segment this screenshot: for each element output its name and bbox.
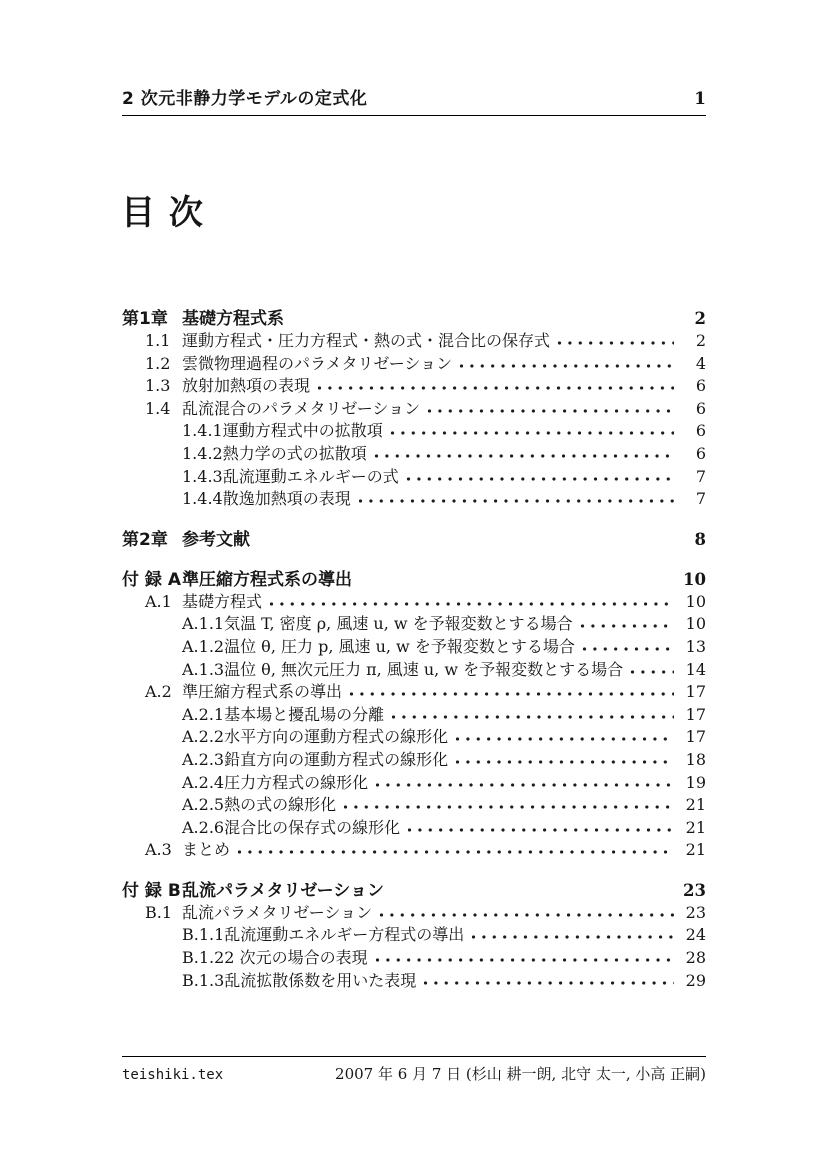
toc-entry-number: 1.4.1	[182, 421, 223, 441]
toc-entry-number: A.2.1	[182, 704, 225, 724]
toc-entry-title: 乱流運動エネルギー方程式の導出	[224, 925, 465, 945]
toc-entry-number: A.1.2	[182, 636, 225, 656]
toc-entry-number: 1.4	[145, 398, 171, 418]
toc-leader-dots	[423, 980, 674, 986]
toc-leader-dots	[391, 890, 674, 896]
toc-entry-number: A.2.4	[182, 772, 225, 792]
toc-entry-number: 1.4.4	[182, 489, 223, 509]
toc-entry-title: 運動方程式中の拡散項	[222, 421, 383, 441]
toc-entry	[122, 636, 706, 659]
toc-entry-number: 付 録 B	[122, 880, 181, 901]
toc-entry	[122, 794, 706, 817]
toc-entry-number: A.2.3	[182, 749, 225, 769]
toc-entry-number: 1.4.2	[182, 443, 223, 463]
toc-entry-number: 付 録 A	[122, 569, 181, 590]
toc-leader-dots	[359, 579, 674, 585]
toc-entry-number: B.1.2	[182, 948, 225, 968]
toc-entry	[122, 443, 706, 466]
toc-entry-title: 雲微物理過程のパラメタリゼーション	[182, 353, 453, 373]
toc-entry-page: 10	[685, 614, 706, 634]
toc-entry-title: まとめ	[182, 840, 231, 860]
toc-entry-title: 熱力学の式の拡散項	[222, 443, 367, 463]
toc-entry-page: 19	[685, 772, 706, 792]
running-header-page-number: 1	[694, 89, 706, 109]
toc-list	[122, 307, 706, 992]
toc-leader-dots	[630, 669, 674, 675]
toc-entry-title: 混合比の保存式の線形化	[224, 817, 401, 837]
toc-entry-title: 基礎方程式	[182, 591, 263, 611]
toc-entry-page: 6	[695, 398, 706, 418]
toc-entry-title: 乱流混合のパラメタリゼーション	[182, 398, 421, 418]
toc-entry-page: 17	[685, 682, 706, 702]
toc-leader-dots	[375, 957, 674, 963]
toc-entry-page: 7	[695, 489, 706, 509]
toc-entry-number: A.1	[145, 591, 172, 611]
toc-entry-title: 温位 θ, 無次元圧力 π, 風速 u, w を予報変数とする場合	[224, 659, 624, 679]
toc-entry-page: 2	[694, 309, 706, 328]
toc-entry-number: 第2章	[122, 529, 168, 550]
toc-entry-title: 参考文献	[182, 529, 250, 550]
toc-entry	[122, 772, 706, 795]
toc-entry-title: 準圧縮方程式系の導出	[182, 569, 352, 590]
toc-entry-page: 14	[685, 659, 706, 679]
toc-leader-dots	[557, 340, 674, 346]
toc-entry-page: 10	[685, 591, 706, 611]
toc-entry-page: 6	[695, 443, 706, 463]
toc-leader-dots	[269, 601, 674, 607]
toc-entry	[122, 659, 706, 682]
toc-entry-number: A.3	[145, 840, 172, 860]
toc-entry	[122, 817, 706, 840]
toc-entry-page: 10	[683, 569, 706, 589]
toc-entry-number: B.1.3	[182, 970, 225, 990]
toc-entry-page: 24	[685, 925, 706, 945]
toc-entry-page: 28	[685, 948, 706, 968]
toc-title: 目 次	[121, 193, 204, 233]
running-header	[122, 84, 706, 116]
toc-entry-page: 21	[685, 817, 706, 837]
toc-entry-number: 1.3	[145, 376, 171, 396]
toc-entry-page: 6	[695, 421, 706, 441]
toc-leader-dots	[291, 318, 674, 324]
toc-entry	[122, 353, 706, 376]
toc-entry	[122, 528, 706, 551]
toc-leader-dots	[317, 385, 674, 391]
toc-entry-page: 17	[685, 704, 706, 724]
footer-filename: teishiki.tex	[122, 1067, 224, 1083]
toc-entry-title: 運動方程式・圧力方程式・熱の式・混合比の保存式	[182, 331, 551, 350]
toc-entry-title: 2 次元の場合の表現	[224, 948, 368, 968]
toc-entry	[122, 488, 706, 511]
toc-entry	[122, 970, 706, 993]
toc-entry-page: 13	[685, 636, 706, 656]
toc-entry	[122, 704, 706, 727]
toc-entry-title: 圧力方程式の線形化	[224, 772, 369, 792]
toc-entry	[122, 375, 706, 398]
toc-entry-title: 基礎方程式系	[182, 309, 284, 329]
toc-entry-title: 乱流パラメタリゼーション	[182, 880, 384, 901]
toc-entry-number: B.1.1	[182, 925, 225, 945]
toc-entry-number: 第1章	[122, 309, 168, 329]
toc-leader-dots	[455, 736, 674, 742]
toc-entry-title: 温位 θ, 圧力 p, 風速 u, w を予報変数とする場合	[224, 636, 575, 656]
toc-entry	[122, 879, 706, 902]
toc-entry	[122, 839, 706, 862]
toc-entry-title: 気温 T, 密度 ρ, 風速 u, w を予報変数とする場合	[224, 614, 573, 634]
toc-entry-title: 乱流パラメタリゼーション	[182, 902, 373, 922]
toc-entry-number: A.1.1	[182, 614, 225, 634]
toc-entry-page: 17	[685, 727, 706, 747]
toc-entry-number: A.2.5	[182, 795, 225, 815]
toc-entry	[122, 568, 706, 591]
toc-leader-dots	[375, 782, 674, 788]
toc-entry	[122, 307, 706, 330]
toc-entry-page: 21	[685, 795, 706, 815]
toc-leader-dots	[343, 804, 674, 810]
toc-entry-page: 18	[685, 749, 706, 769]
toc-entry-title: 熱の式の線形化	[224, 795, 337, 815]
toc-entry-title: 準圧縮方程式系の導出	[182, 682, 343, 702]
toc-leader-dots	[379, 912, 674, 918]
toc-entry-page: 21	[685, 840, 706, 860]
toc-entry-title: 基本場と擾乱場の分離	[224, 704, 385, 724]
toc-entry-title: 散逸加熱項の表現	[222, 489, 351, 509]
running-header-title: 2 次元非静力学モデルの定式化	[122, 89, 368, 109]
toc-entry	[122, 330, 706, 353]
toc-leader-dots	[406, 476, 674, 482]
toc-entry-title: 水平方向の運動方程式の線形化	[224, 727, 449, 747]
toc-leader-dots	[390, 430, 674, 436]
toc-entry	[122, 681, 706, 704]
toc-leader-dots	[349, 691, 674, 697]
toc-leader-dots	[358, 498, 674, 504]
toc-leader-dots	[374, 453, 674, 459]
toc-entry	[122, 613, 706, 636]
toc-leader-dots	[427, 408, 674, 414]
toc-entry-title: 鉛直方向の運動方程式の線形化	[224, 749, 449, 769]
toc-leader-dots	[257, 539, 674, 545]
toc-entry	[122, 466, 706, 489]
toc-leader-dots	[391, 714, 674, 720]
toc-entry	[122, 947, 706, 970]
toc-entry-page: 2	[695, 331, 706, 350]
toc-entry	[122, 726, 706, 749]
toc-entry-title: 乱流運動エネルギーの式	[222, 466, 399, 486]
toc-leader-dots	[237, 849, 674, 855]
toc-leader-dots	[455, 759, 674, 765]
toc-entry-number: A.2.2	[182, 727, 225, 747]
toc-entry	[122, 398, 706, 421]
toc-entry-number: A.2.6	[182, 817, 225, 837]
toc-entry-page: 23	[685, 902, 706, 922]
toc-entry-number: 1.2	[145, 353, 171, 373]
toc-entry-title: 放射加熱項の表現	[182, 376, 311, 396]
toc-entry	[122, 924, 706, 947]
toc-entry-number: 1.1	[145, 331, 171, 350]
toc-entry-page: 4	[695, 353, 706, 373]
toc-entry-number: B.1	[145, 902, 173, 922]
toc-entry-page: 29	[685, 970, 706, 990]
footer-date-authors: 2007 年 6 月 7 日 (杉山 耕一朗, 北守 太一, 小高 正嗣)	[335, 1065, 706, 1083]
toc-entry	[122, 902, 706, 925]
toc-entry-number: A.2	[145, 682, 172, 702]
toc-entry	[122, 749, 706, 772]
toc-entry	[122, 420, 706, 443]
toc-leader-dots	[459, 363, 674, 369]
toc-leader-dots	[580, 623, 674, 629]
toc-entry-number: A.1.3	[182, 659, 225, 679]
toc-leader-dots	[407, 827, 674, 833]
toc-entry-page: 23	[683, 880, 706, 900]
toc-leader-dots	[471, 934, 674, 940]
page-footer	[122, 1056, 706, 1084]
toc-leader-dots	[582, 646, 674, 652]
toc-entry	[122, 591, 706, 614]
toc-entry-title: 乱流拡散係数を用いた表現	[224, 970, 417, 990]
toc-entry-page: 8	[694, 529, 706, 549]
toc-entry-number: 1.4.3	[182, 466, 223, 486]
toc-entry-page: 7	[695, 466, 706, 486]
toc-entry-page: 6	[695, 376, 706, 396]
